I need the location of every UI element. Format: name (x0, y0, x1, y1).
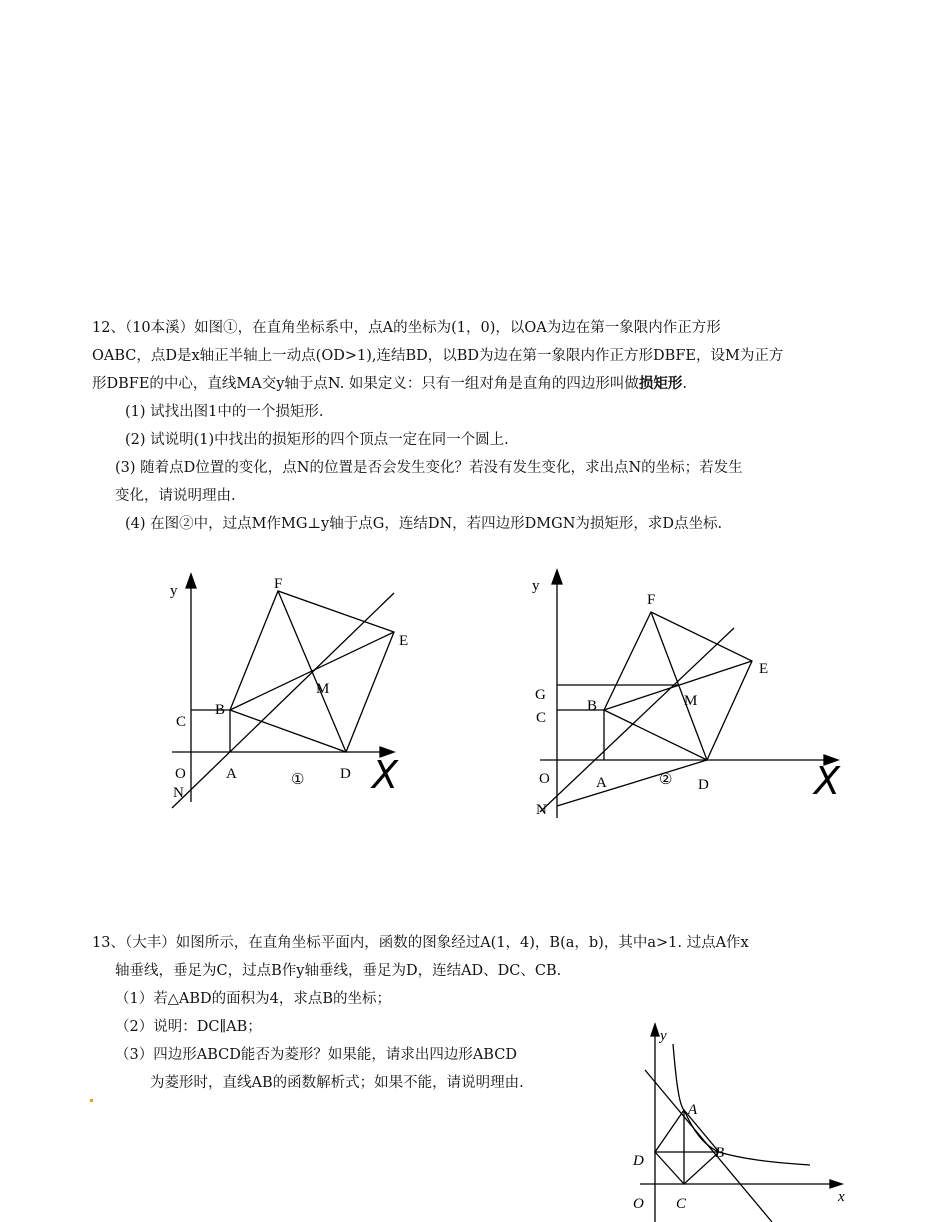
fig1-label-y: y (170, 583, 178, 599)
fig2-label-g: G (535, 687, 546, 703)
problem12-question4: (4) 在图②中，过点M作MG⊥y轴于点G，连结DN，若四边形DMGN为损矩形，求D点坐标. (125, 516, 723, 532)
fig1-label-num: ① (291, 772, 305, 788)
problem12-line2: OABC，点D是x轴正半轴上一动点(OD>1),连结BD，以BD为边在第一象限内作正方形DBFE，设M为正方 (92, 348, 784, 364)
problem12-line1: 12、（10本溪）如图①，在直角坐标系中，点A的坐标为(1，0)，以OA为边在第一象限内作正方形 (92, 320, 721, 336)
fig1-label-a: A (226, 766, 237, 782)
fig2-label-y: y (532, 578, 540, 594)
fig2-label-x: X (814, 759, 841, 803)
problem13-question3b: 为菱形时，直线AB的函数解析式；如果不能，请说明理由. (150, 1075, 524, 1091)
fig2-label-f: F (647, 592, 656, 608)
fig1-label-x: X (372, 753, 399, 797)
fig1-label-e: E (399, 633, 409, 649)
fig2-label-c: C (536, 710, 547, 726)
fig3-label-y: y (660, 1028, 667, 1044)
fig3-label-d: D (633, 1153, 644, 1169)
problem12-line3-text: 形DBFE的中心，直线MA交y轴于点N. 如果定义：只有一组对角是直角的四边形叫做 (92, 376, 639, 392)
fig1-label-n: N (173, 785, 184, 801)
fig1-label-d: D (340, 766, 351, 782)
term-damaged-rectangle: 损矩形 (638, 376, 683, 392)
fig3-label-x: x (838, 1189, 845, 1205)
fig1-label-c: C (176, 714, 187, 730)
fig1-label-o: O (175, 766, 186, 782)
problem13-question1: （1）若△ABD的面积为4，求点B的坐标； (115, 991, 392, 1007)
fig3-line-ab (645, 1070, 772, 1222)
fig2-label-b: B (587, 698, 598, 714)
problem12-question3a: (3) 随着点D位置的变化，点N的位置是否会发生变化？若没有发生变化，求出点N的坐标；若发生 (115, 460, 743, 476)
fig2-label-o: O (539, 771, 550, 787)
problem12-question2: (2) 试说明(1)中找出的损矩形的四个顶点一定在同一个圆上. (125, 432, 509, 448)
problem13-question2: （2）说明：DC∥AB； (115, 1019, 262, 1035)
fig1-label-f: F (274, 576, 283, 592)
fig3-label-b: B (715, 1145, 725, 1161)
fig3-label-a: A (688, 1102, 698, 1118)
problem13-line1: 13、（大丰）如图所示，在直角坐标平面内，函数的图象经过A(1，4)，B(a，b)，其中a>1. 过点A作x (92, 935, 749, 951)
fig2-label-a: A (596, 775, 607, 791)
fig2-label-num: ② (659, 772, 673, 788)
fig3-label-c: C (676, 1196, 687, 1212)
fig2-label-n: N (536, 802, 547, 818)
fig3-x-arrow (830, 1180, 842, 1188)
problem12-question3b: 变化，请说明理由. (115, 488, 236, 504)
problem12-line3-end: . (682, 376, 688, 392)
fig3-y-arrow (651, 1024, 659, 1036)
problem13-line2: 轴垂线，垂足为C，过点B作y轴垂线，垂足为D，连结AD、DC、CB. (115, 963, 562, 979)
fig2-label-m: M (684, 693, 698, 709)
fig2-label-d: D (698, 777, 709, 793)
problem12-question1: (1) 试找出图1中的一个损矩形. (125, 404, 324, 420)
fig3-label-o: O (633, 1196, 644, 1212)
fig1-label-m: M (316, 681, 330, 697)
problem13-question3a: （3）四边形ABCD能否为菱形？如果能，请求出四边形ABCD (115, 1047, 517, 1063)
fig1-label-b: B (215, 702, 226, 718)
fig2-label-e: E (759, 661, 769, 677)
